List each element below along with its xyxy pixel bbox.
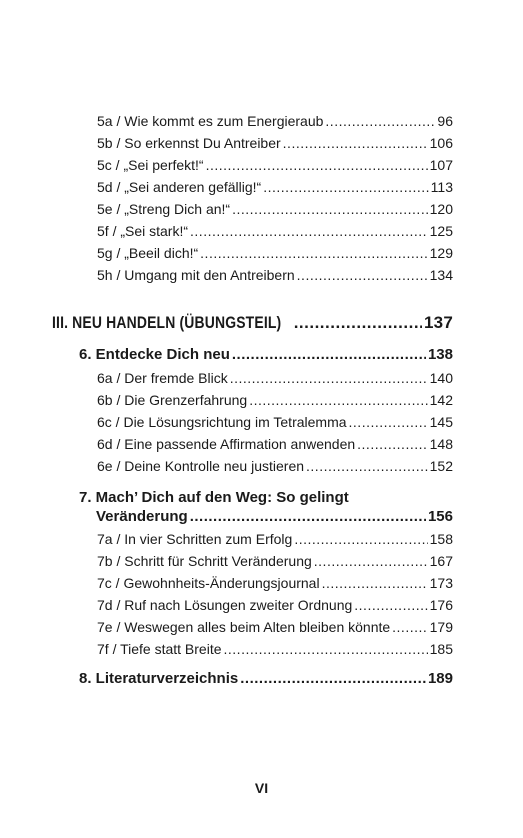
entry-label: 6a / Der fremde Blick — [97, 370, 228, 386]
leader-dots — [283, 134, 428, 152]
entry-label: 7a / In vier Schritten zum Erfolg — [97, 531, 293, 547]
entry-label: 6c / Die Lösungsrichtung im Tetralemma — [97, 414, 347, 430]
entry-label: 5a / Wie kommt es zum Energieraub — [97, 113, 324, 129]
toc-entry-7c — [97, 574, 453, 592]
entry-page: 134 — [429, 267, 453, 283]
entry-label: 6e / Deine Kontrolle neu justieren — [97, 458, 305, 474]
toc-chapter-7 — [79, 488, 453, 526]
leader-dots — [349, 413, 428, 431]
entry-label: 7e / Weswegen alles beim Alten bleiben könnte — [97, 619, 391, 635]
entry-label: 6d / Eine passende Affirmation anwenden — [97, 436, 356, 452]
toc-entry-5h — [97, 266, 453, 284]
part-page: 137 — [424, 313, 453, 332]
toc-entry-5f — [97, 222, 453, 240]
leader-dots — [190, 222, 428, 240]
leader-dots — [230, 369, 428, 387]
chapter-label-continuation — [79, 507, 453, 526]
entry-page: 142 — [429, 392, 453, 408]
chapter-page: 138 — [427, 346, 453, 363]
toc-entry-5d — [97, 178, 453, 196]
leader-dots — [392, 618, 427, 636]
toc-entry-5a — [97, 112, 453, 130]
toc-entry-5g — [97, 244, 453, 262]
leader-dots — [294, 312, 422, 334]
chapter-page: 189 — [427, 670, 453, 687]
entry-page: 120 — [429, 201, 453, 217]
entry-label: 5h / Umgang mit den Antreibern — [97, 267, 295, 283]
entry-label: 7f / Tiefe statt Breite — [97, 641, 222, 657]
toc-entry-6e — [97, 457, 453, 475]
entry-page: 167 — [429, 553, 453, 569]
entry-page: 145 — [429, 414, 453, 430]
entry-page: 140 — [429, 370, 453, 386]
toc-entry-6d — [97, 435, 453, 453]
chapter-page: 156 — [427, 508, 453, 525]
leader-dots — [240, 670, 426, 688]
entry-label: 5g / „Beeil dich!“ — [97, 245, 199, 261]
toc-entry-6c — [97, 413, 453, 431]
toc-part-3 — [52, 312, 453, 334]
leader-dots — [297, 266, 428, 284]
entry-page: 107 — [429, 157, 453, 173]
leader-dots — [232, 346, 426, 364]
chapter-label: 8. Literaturverzeichnis — [79, 670, 239, 687]
toc-entry-7a — [97, 530, 453, 548]
chapter-label-line2: Veränderung — [96, 508, 188, 525]
toc-entry-6b — [97, 391, 453, 409]
toc-chapter-8 — [79, 670, 453, 688]
toc-entry-5c — [97, 156, 453, 174]
entry-page: 129 — [429, 245, 453, 261]
entry-page: 158 — [429, 531, 453, 547]
leader-dots — [357, 435, 427, 453]
toc-entry-7d — [97, 596, 453, 614]
leader-dots — [190, 507, 426, 526]
entry-label: 5d / „Sei anderen gefällig!“ — [97, 179, 262, 195]
entry-page: 173 — [429, 575, 453, 591]
leader-dots — [306, 457, 428, 475]
leader-dots — [249, 391, 427, 409]
entry-page: 113 — [430, 179, 453, 195]
toc-entry-7b — [97, 552, 453, 570]
entry-page: 176 — [429, 597, 453, 613]
toc-entry-6a — [97, 369, 453, 387]
leader-dots — [322, 574, 428, 592]
leader-dots — [354, 596, 427, 614]
entry-page: 96 — [437, 113, 453, 129]
chapter-label: 6. Entdecke Dich neu — [79, 346, 230, 363]
entry-page: 148 — [429, 436, 453, 452]
page-number: VI — [254, 780, 269, 796]
leader-dots — [325, 112, 435, 130]
entry-page: 179 — [429, 619, 453, 635]
leader-dots — [200, 244, 427, 262]
entry-label: 7b / Schritt für Schritt Veränderung — [97, 553, 312, 569]
leader-dots — [294, 530, 427, 548]
leader-dots — [224, 640, 428, 658]
toc-entry-5e — [97, 200, 453, 218]
chapter-label: 7. Mach’ Dich auf den Weg: So gelingt — [79, 489, 349, 506]
toc-entry-7f — [97, 640, 453, 658]
entry-label: 5b / So erkennst Du Antreiber — [97, 135, 281, 151]
leader-dots — [314, 552, 428, 570]
entry-page: 185 — [429, 641, 453, 657]
entry-page: 125 — [429, 223, 453, 239]
entry-label: 5e / „Streng Dich an!“ — [97, 201, 231, 217]
leader-dots — [263, 178, 428, 196]
entry-label: 5c / „Sei perfekt!“ — [97, 157, 204, 173]
entry-page: 152 — [429, 458, 453, 474]
leader-dots — [206, 156, 428, 174]
toc-chapter-6 — [79, 346, 453, 364]
toc-entry-5b — [97, 134, 453, 152]
entry-label: 6b / Die Grenzerfahrung — [97, 392, 248, 408]
entry-page: 106 — [429, 135, 453, 151]
toc-entry-7e — [97, 618, 453, 636]
entry-label: 7d / Ruf nach Lösungen zweiter Ordnung — [97, 597, 353, 613]
part-label: III. NEU HANDELN (ÜBUNGSTEIL) — [52, 313, 282, 332]
leader-dots — [232, 200, 428, 218]
entry-label: 5f / „Sei stark!“ — [97, 223, 189, 239]
entry-label: 7c / Gewohnheits-Änderungsjournal — [97, 575, 320, 591]
